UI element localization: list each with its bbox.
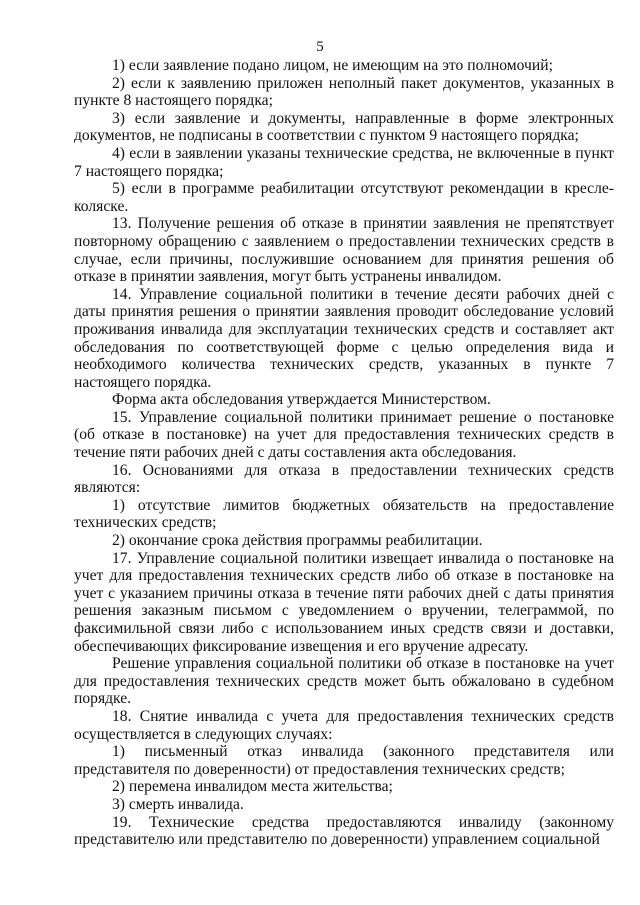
paragraph: 17. Управление социальной политики извещает инвалида о постановке на учет для предоставления технических средств либо об отказе в постановке на учет с указанием причины отказа в течение пяти рабочих дней с даты принятия решения заказным письмом с уведомлением о вручении, телеграммой, по факсимильной связи либо с использованием иных средств связи и доставки, обеспечивающих фиксирование извещения и его вручение адресату.: [74, 549, 614, 655]
paragraph: 19. Технические средства предоставляются инвалиду (законному представителю или представителю по доверенности) управлением социальной: [74, 813, 614, 849]
paragraph: 3) если заявление и документы, направленные в форме электронных документов, не подписаны в соответствии с пунктом 9 настоящего порядка;: [74, 109, 614, 145]
paragraph: 1) отсутствие лимитов бюджетных обязательств на предоставление технических средств;: [74, 496, 614, 532]
paragraph: Форма акта обследования утверждается Министерством.: [112, 391, 491, 409]
paragraph: 3) смерть инвалида.: [112, 795, 244, 813]
paragraph: 1) если заявление подано лицом, не имеющим на это полномочий;: [112, 57, 553, 74]
paragraph: 14. Управление социальной политики в течение десяти рабочих дней с даты принятия решения о принятии заявления проводит обследование условий проживания инвалида для эксплуатации технических средств и составляет акт обследования по соответствующей форме с целью определения вида и необходимого количества технических средств, указанных в пункте 7 настоящего порядка.: [74, 285, 614, 391]
document-body: [74, 57, 614, 849]
paragraph: 15. Управление социальной политики принимает решение о постановке (об отказе в постановке) на учет для предоставления технических средств в течение пяти рабочих дней с даты составления акта обследования.: [74, 408, 614, 462]
paragraph: 1) письменный отказ инвалида (законного представителя или представителя по доверенности) от предоставления технических средств;: [74, 743, 614, 778]
page-number: 5: [316, 39, 324, 55]
paragraph: 2) если к заявлению приложен неполный пакет документов, указанных в пункте 8 настоящего порядка;: [74, 74, 614, 110]
paragraph: 5) если в программе реабилитации отсутствуют рекомендации в кресле-коляске.: [74, 180, 614, 215]
paragraph: 13. Получение решения об отказе в принятии заявления не препятствует повторному обращению с заявлением о предоставлении технических средств в случае, если причины, послужившие основанием для принятия решения об отказе в принятии заявления, могут быть устранены инвалидом.: [74, 215, 614, 286]
paragraph: 16. Основаниями для отказа в предоставлении технических средств являются:: [74, 461, 614, 497]
paragraph: 2) перемена инвалидом места жительства;: [112, 778, 393, 796]
paragraph: 2) окончание срока действия программы реабилитации.: [112, 532, 483, 550]
paragraph: 4) если в заявлении указаны технические средства, не включенные в пункт 7 настоящего порядка;: [74, 144, 614, 180]
paragraph: 18. Снятие инвалида с учета для предоставления технических средств осуществляется в следующих случаях:: [74, 707, 614, 743]
paragraph: Решение управления социальной политики об отказе в постановке на учет для предоставления технических средств может быть обжаловано в судебном порядке.: [74, 655, 614, 708]
